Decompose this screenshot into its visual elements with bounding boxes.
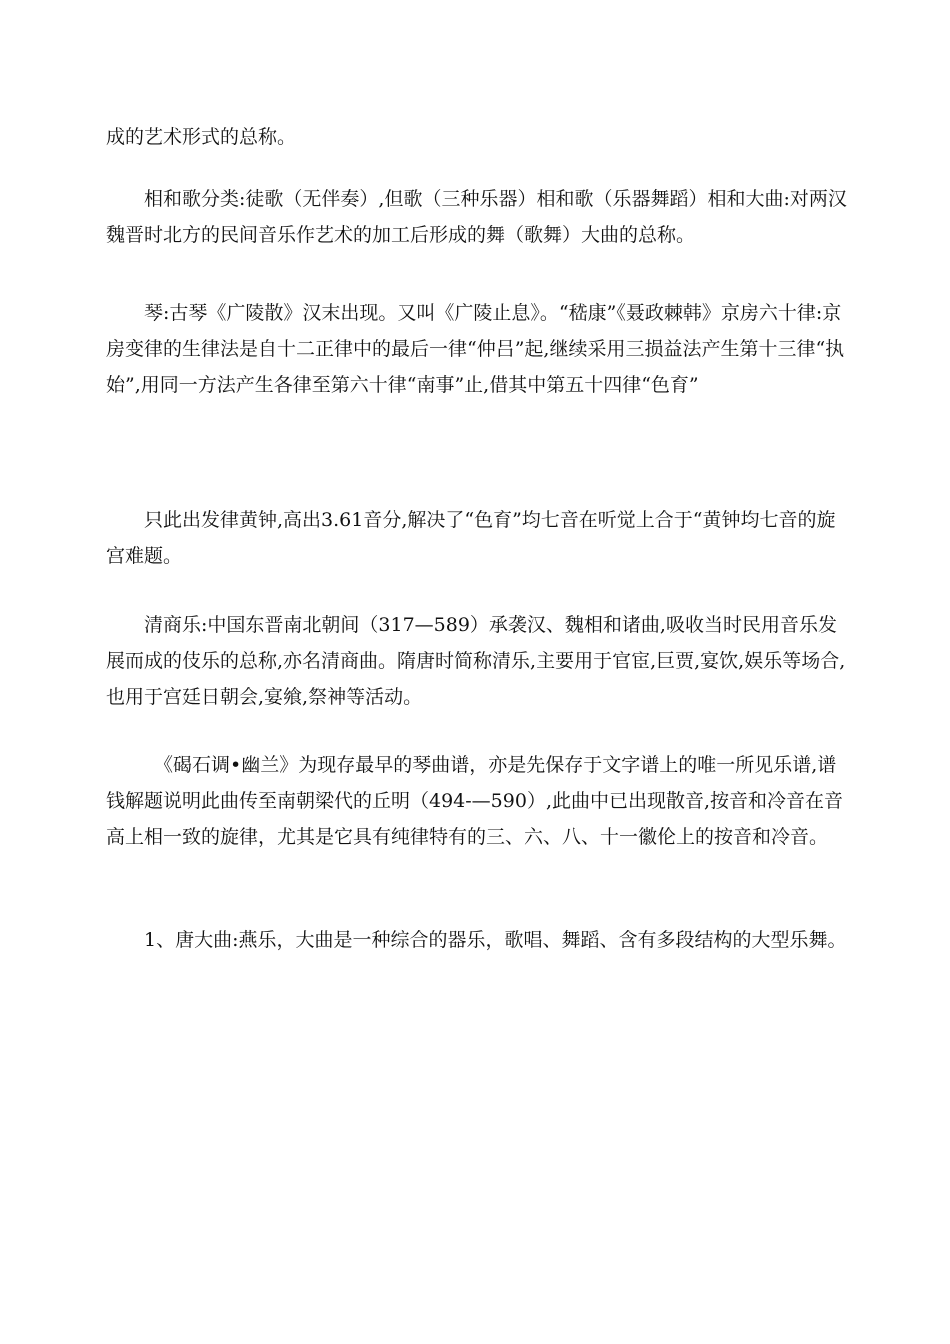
paragraph-jieshidiao-youlan: 《碣石调•幽兰》为现存最早的琴曲谱，亦是先保存于文字谱上的唯一所见乐谱,谱钱解题说明此曲传至南朝梁代的丘明（494-—590）,此曲中已出现散音,按音和冷音在音高上相一致的旋律，尤其是它具有纯律特有的三、六、八、十一徽伦上的按音和冷音。 <box>106 754 844 848</box>
paragraph-xianghe-classification: 相和歌分类:徒歌（无伴奏）,但歌（三种乐器）相和歌（乐器舞蹈）相和大曲:对两汉魏晋时北方的民间音乐作艺术的加工后形成的舞（歌舞）大曲的总称。 <box>106 188 847 246</box>
paragraph-qingshang-music: 清商乐:中国东晋南北朝间（317—589）承袭汉、魏相和诸曲,吸收当时民用音乐发展而成的伎乐的总称,亦名清商曲。隋唐时简称清乐,主要用于官宦,巨贾,宴饮,娱乐等场合,也用于宫廷日朝会,宴飨,祭神等活动。 <box>106 614 846 708</box>
paragraph-huangzhong: 只此出发律黄钟,高出3.61音分,解决了“色育”均七音在听觉上合于“黄钟均七音的旋宫难题。 <box>106 509 836 567</box>
paragraph-qin-guangling: 琴:古琴《广陵散》汉末出现。又叫《广陵止息》。“嵇康”《聂政棘韩》京房六十律:京房变律的生律法是自十二正律中的最后一律“仲吕”起,继续采用三损益法产生第十三律“执始”,用同一方法产生各律至第六十律“南事”止,借其中第五十四律“色育” <box>106 302 845 396</box>
paragraph-tang-daqu: 1、唐大曲:燕乐，大曲是一种综合的器乐，歌唱、舞蹈、含有多段结构的大型乐舞。 <box>144 929 847 951</box>
paragraph-continuation: 成的艺术形式的总称。 <box>106 126 297 148</box>
